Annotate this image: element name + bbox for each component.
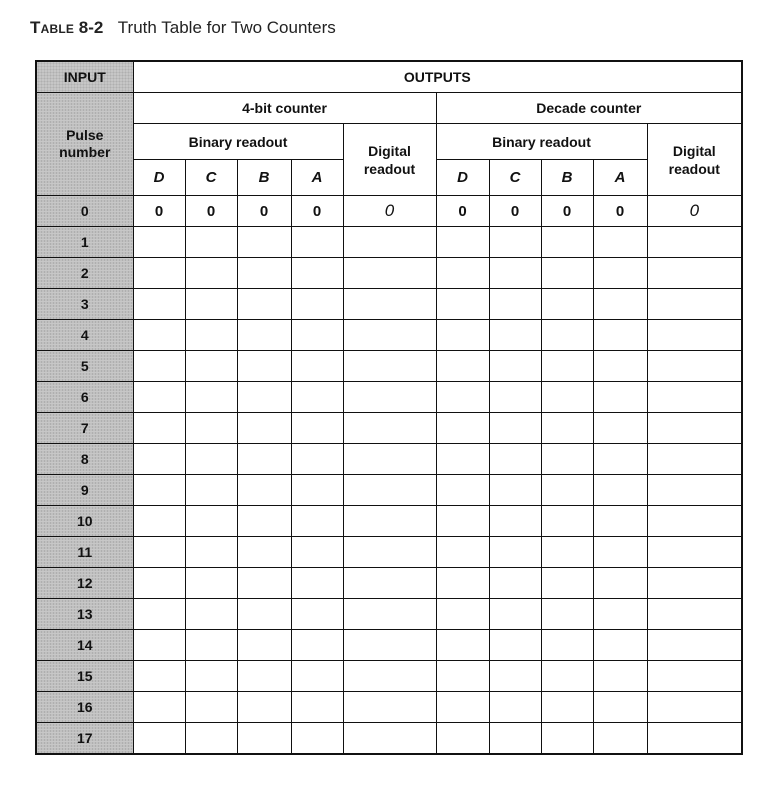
- four-bit-bit-cell: [185, 692, 237, 723]
- decade-bit-cell: [593, 506, 647, 537]
- four-bit-bit-cell: [237, 537, 291, 568]
- four-bit-bit-cell: [291, 320, 343, 351]
- four-bit-bit-cell: [133, 258, 185, 289]
- decade-bit-cell: [593, 227, 647, 258]
- four-bit-bit-cell: [237, 227, 291, 258]
- decade-digital-cell: [647, 444, 742, 475]
- four-bit-bit-cell: [185, 382, 237, 413]
- four-bit-bit-cell: [133, 320, 185, 351]
- four-bit-digital-cell: [343, 413, 436, 444]
- four-bit-bit-cell: [237, 413, 291, 444]
- four-bit-bit-cell: [291, 568, 343, 599]
- decade-bit-cell: [436, 599, 489, 630]
- decade-bit-cell: [593, 630, 647, 661]
- table-row: [36, 196, 742, 227]
- four-bit-digital-cell: [343, 661, 436, 692]
- pulse-number-header: Pulse number: [36, 93, 133, 196]
- decade-bit-cell: [436, 568, 489, 599]
- decade-bit-cell: [489, 475, 541, 506]
- four-bit-d-header: D: [133, 160, 185, 196]
- table-label: [30, 18, 74, 37]
- table-row: [36, 382, 742, 413]
- decade-bit-cell: [436, 723, 489, 755]
- decade-digital-cell: [647, 382, 742, 413]
- decade-b-header: B: [541, 160, 593, 196]
- four-bit-bit-cell: [291, 413, 343, 444]
- decade-bit-cell: 0: [436, 196, 489, 227]
- four-bit-bit-cell: [237, 506, 291, 537]
- decade-bit-cell: [489, 382, 541, 413]
- four-bit-bit-cell: [237, 258, 291, 289]
- decade-digital-cell: [647, 599, 742, 630]
- table-row: [36, 568, 742, 599]
- four-bit-digital-cell: [343, 568, 436, 599]
- decade-bit-cell: [436, 630, 489, 661]
- pulse-number-cell: 3: [36, 289, 133, 320]
- four-bit-a-header: A: [291, 160, 343, 196]
- decade-digital-cell: [647, 630, 742, 661]
- decade-bit-cell: [541, 506, 593, 537]
- decade-bit-cell: [489, 506, 541, 537]
- four-bit-bit-cell: [237, 382, 291, 413]
- four-bit-digital-cell: [343, 258, 436, 289]
- table-row: [36, 413, 742, 444]
- four-bit-bit-cell: [291, 382, 343, 413]
- pulse-number-cell: 7: [36, 413, 133, 444]
- four-bit-bit-cell: [185, 537, 237, 568]
- four-bit-bit-cell: [185, 444, 237, 475]
- decade-bit-cell: [593, 444, 647, 475]
- four-bit-bit-cell: [133, 568, 185, 599]
- four-bit-bit-cell: [185, 630, 237, 661]
- four-bit-bit-cell: [185, 320, 237, 351]
- decade-digital-cell: [647, 723, 742, 755]
- table-row: [36, 475, 742, 506]
- four-bit-bit-cell: [291, 475, 343, 506]
- decade-digital-cell: [647, 661, 742, 692]
- decade-digital-cell: [647, 475, 742, 506]
- decade-bit-cell: [593, 568, 647, 599]
- table-row: [36, 258, 742, 289]
- pulse-number-cell: 10: [36, 506, 133, 537]
- four-bit-digital-cell: [343, 351, 436, 382]
- decade-bit-cell: [436, 444, 489, 475]
- four-bit-bit-cell: [185, 475, 237, 506]
- decade-digital-readout-header: Digital readout: [647, 124, 742, 196]
- four-bit-digital-readout-header: Digital readout: [343, 124, 436, 196]
- decade-bit-cell: 0: [593, 196, 647, 227]
- four-bit-bit-cell: [133, 351, 185, 382]
- pulse-number-cell: 12: [36, 568, 133, 599]
- four-bit-digital-cell: [343, 382, 436, 413]
- outputs-header: OUTPUTS: [133, 61, 742, 93]
- four-bit-bit-cell: [133, 289, 185, 320]
- decade-bit-cell: [436, 382, 489, 413]
- four-bit-counter-header: 4-bit counter: [133, 93, 436, 124]
- decade-bit-cell: [593, 661, 647, 692]
- decade-digital-cell: [647, 289, 742, 320]
- decade-bit-cell: [541, 661, 593, 692]
- decade-bit-cell: [436, 506, 489, 537]
- decade-bit-cell: [489, 413, 541, 444]
- table-row: [36, 227, 742, 258]
- table-row: [36, 289, 742, 320]
- decade-bit-cell: [489, 692, 541, 723]
- decade-bit-cell: [541, 692, 593, 723]
- four-bit-digital-cell: [343, 227, 436, 258]
- four-bit-digital-cell: [343, 320, 436, 351]
- decade-bit-cell: [541, 320, 593, 351]
- four-bit-bit-cell: [237, 630, 291, 661]
- four-bit-bit-cell: [185, 413, 237, 444]
- four-bit-digital-cell: [343, 723, 436, 755]
- pulse-number-cell: 4: [36, 320, 133, 351]
- pulse-number-cell: 16: [36, 692, 133, 723]
- table-row: [36, 723, 742, 755]
- table-row: [36, 351, 742, 382]
- pulse-number-cell: 14: [36, 630, 133, 661]
- decade-d-header: D: [436, 160, 489, 196]
- table-row: [36, 692, 742, 723]
- table-title: Truth Table for Two Counters: [117, 18, 336, 37]
- pulse-number-cell: 11: [36, 537, 133, 568]
- four-bit-bit-cell: [133, 382, 185, 413]
- four-bit-digital-cell: [343, 537, 436, 568]
- decade-bit-cell: [541, 258, 593, 289]
- decade-bit-cell: [541, 599, 593, 630]
- pulse-number-cell: 6: [36, 382, 133, 413]
- four-bit-bit-cell: [185, 351, 237, 382]
- four-bit-bit-cell: [133, 227, 185, 258]
- decade-bit-cell: [489, 227, 541, 258]
- decade-bit-cell: [436, 661, 489, 692]
- decade-digital-cell: [647, 351, 742, 382]
- four-bit-bit-cell: [291, 692, 343, 723]
- decade-bit-cell: [489, 630, 541, 661]
- decade-bit-cell: [541, 537, 593, 568]
- four-bit-bit-cell: [237, 661, 291, 692]
- pulse-number-cell: 0: [36, 196, 133, 227]
- decade-bit-cell: [593, 289, 647, 320]
- four-bit-bit-cell: [291, 258, 343, 289]
- decade-bit-cell: [489, 661, 541, 692]
- four-bit-bit-cell: [237, 568, 291, 599]
- four-bit-bit-cell: [185, 506, 237, 537]
- four-bit-bit-cell: [237, 599, 291, 630]
- four-bit-bit-cell: [133, 661, 185, 692]
- four-bit-b-header: B: [237, 160, 291, 196]
- four-bit-bit-cell: 0: [237, 196, 291, 227]
- pulse-number-cell: 15: [36, 661, 133, 692]
- decade-bit-cell: [541, 227, 593, 258]
- four-bit-bit-cell: [185, 661, 237, 692]
- table-caption: [30, 18, 336, 38]
- decade-bit-cell: [593, 382, 647, 413]
- four-bit-bit-cell: 0: [185, 196, 237, 227]
- decade-bit-cell: 0: [541, 196, 593, 227]
- four-bit-bit-cell: [237, 692, 291, 723]
- four-bit-bit-cell: [291, 723, 343, 755]
- table-row: [36, 630, 742, 661]
- decade-digital-cell: [647, 692, 742, 723]
- decade-bit-cell: [593, 258, 647, 289]
- four-bit-bit-cell: [237, 289, 291, 320]
- four-bit-digital-cell: [343, 444, 436, 475]
- four-bit-bit-cell: [291, 227, 343, 258]
- decade-bit-cell: [593, 320, 647, 351]
- four-bit-bit-cell: [291, 599, 343, 630]
- four-bit-c-header: C: [185, 160, 237, 196]
- four-bit-bit-cell: [291, 537, 343, 568]
- decade-bit-cell: [489, 351, 541, 382]
- decade-bit-cell: [436, 351, 489, 382]
- table-row: [36, 599, 742, 630]
- table-row: [36, 320, 742, 351]
- four-bit-bit-cell: [133, 444, 185, 475]
- pulse-number-cell: 9: [36, 475, 133, 506]
- decade-a-header: A: [593, 160, 647, 196]
- decade-bit-cell: [541, 630, 593, 661]
- four-bit-bit-cell: [291, 506, 343, 537]
- four-bit-bit-cell: [133, 692, 185, 723]
- decade-bit-cell: [593, 475, 647, 506]
- truth-table: [35, 60, 743, 755]
- four-bit-bit-cell: [133, 506, 185, 537]
- decade-bit-cell: [541, 475, 593, 506]
- four-bit-bit-cell: [133, 537, 185, 568]
- four-bit-bit-cell: [185, 289, 237, 320]
- four-bit-bit-cell: [185, 599, 237, 630]
- four-bit-bit-cell: [291, 661, 343, 692]
- decade-digital-cell: [647, 568, 742, 599]
- four-bit-digital-cell: [343, 289, 436, 320]
- decade-bit-cell: [489, 444, 541, 475]
- decade-bit-cell: [593, 723, 647, 755]
- decade-digital-cell: 0: [647, 196, 742, 227]
- pulse-number-cell: 13: [36, 599, 133, 630]
- table-number: 8-2: [78, 18, 104, 37]
- decade-bit-cell: [541, 723, 593, 755]
- decade-digital-cell: [647, 537, 742, 568]
- decade-bit-cell: [436, 258, 489, 289]
- decade-bit-cell: [593, 692, 647, 723]
- four-bit-digital-cell: [343, 630, 436, 661]
- four-bit-bit-cell: [237, 723, 291, 755]
- decade-bit-cell: [489, 568, 541, 599]
- table-row: [36, 661, 742, 692]
- decade-bit-cell: 0: [489, 196, 541, 227]
- four-bit-bit-cell: [185, 258, 237, 289]
- pulse-number-cell: 17: [36, 723, 133, 755]
- decade-bit-cell: [489, 289, 541, 320]
- decade-bit-cell: [593, 413, 647, 444]
- decade-bit-cell: [436, 289, 489, 320]
- decade-bit-cell: [541, 351, 593, 382]
- decade-c-header: C: [489, 160, 541, 196]
- decade-bit-cell: [541, 568, 593, 599]
- four-bit-bit-cell: [291, 289, 343, 320]
- four-bit-bit-cell: [237, 444, 291, 475]
- four-bit-digital-cell: [343, 506, 436, 537]
- decade-bit-cell: [489, 320, 541, 351]
- decade-bit-cell: [436, 475, 489, 506]
- decade-bit-cell: [489, 258, 541, 289]
- decade-bit-cell: [436, 537, 489, 568]
- decade-digital-cell: [647, 506, 742, 537]
- four-bit-bit-cell: [185, 723, 237, 755]
- pulse-number-cell: 2: [36, 258, 133, 289]
- decade-binary-readout-header: Binary readout: [436, 124, 647, 160]
- decade-bit-cell: [436, 413, 489, 444]
- four-bit-bit-cell: [133, 630, 185, 661]
- four-bit-bit-cell: [291, 351, 343, 382]
- decade-digital-cell: [647, 227, 742, 258]
- four-bit-bit-cell: [291, 630, 343, 661]
- decade-bit-cell: [541, 289, 593, 320]
- four-bit-bit-cell: [237, 351, 291, 382]
- pulse-number-cell: 5: [36, 351, 133, 382]
- four-bit-digital-cell: [343, 692, 436, 723]
- table-row: [36, 506, 742, 537]
- four-bit-binary-readout-header: Binary readout: [133, 124, 343, 160]
- decade-bit-cell: [436, 320, 489, 351]
- decade-digital-cell: [647, 413, 742, 444]
- pulse-number-cell: 1: [36, 227, 133, 258]
- four-bit-digital-cell: [343, 599, 436, 630]
- decade-digital-cell: [647, 320, 742, 351]
- four-bit-bit-cell: [185, 227, 237, 258]
- four-bit-bit-cell: [185, 568, 237, 599]
- four-bit-bit-cell: [133, 475, 185, 506]
- decade-bit-cell: [489, 599, 541, 630]
- four-bit-bit-cell: [237, 475, 291, 506]
- four-bit-bit-cell: [133, 723, 185, 755]
- input-header: INPUT: [36, 61, 133, 93]
- four-bit-bit-cell: [237, 320, 291, 351]
- decade-digital-cell: [647, 258, 742, 289]
- four-bit-bit-cell: 0: [291, 196, 343, 227]
- decade-bit-cell: [489, 537, 541, 568]
- decade-bit-cell: [593, 537, 647, 568]
- decade-bit-cell: [593, 351, 647, 382]
- four-bit-digital-cell: 0: [343, 196, 436, 227]
- decade-bit-cell: [593, 599, 647, 630]
- four-bit-bit-cell: 0: [133, 196, 185, 227]
- table-word: Table: [30, 18, 75, 37]
- four-bit-digital-cell: [343, 475, 436, 506]
- decade-bit-cell: [436, 692, 489, 723]
- four-bit-bit-cell: [133, 413, 185, 444]
- decade-bit-cell: [489, 723, 541, 755]
- table-row: [36, 444, 742, 475]
- decade-bit-cell: [436, 227, 489, 258]
- decade-bit-cell: [541, 413, 593, 444]
- four-bit-bit-cell: [291, 444, 343, 475]
- decade-bit-cell: [541, 382, 593, 413]
- decade-bit-cell: [541, 444, 593, 475]
- decade-counter-header: Decade counter: [436, 93, 742, 124]
- pulse-number-cell: 8: [36, 444, 133, 475]
- four-bit-bit-cell: [133, 599, 185, 630]
- table-row: [36, 537, 742, 568]
